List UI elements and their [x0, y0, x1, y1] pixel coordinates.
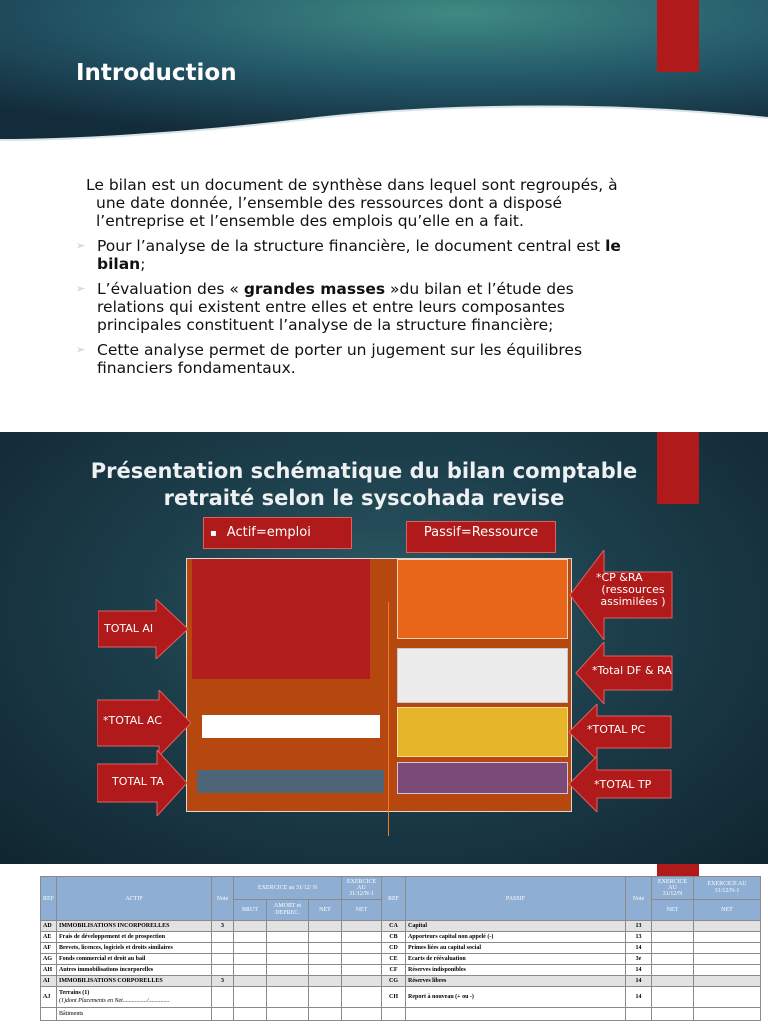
- header-line: 31/12/N-1: [349, 891, 374, 897]
- cell: [267, 987, 309, 1008]
- bullet-text: L’évaluation des «: [97, 280, 244, 298]
- cell: [694, 976, 761, 987]
- row-ref: CF: [382, 965, 406, 976]
- header-line: EXERCICE: [657, 879, 688, 885]
- row-label: Report à nouveau (+ ou -): [406, 987, 626, 1008]
- column-header: [694, 877, 761, 900]
- arrow-bullet-icon: ➢: [76, 239, 86, 252]
- row-note: 3: [212, 921, 234, 932]
- row-ref: AI: [41, 976, 57, 987]
- column-header: NET: [652, 900, 694, 921]
- column-header: NET: [342, 900, 382, 921]
- row-label: Brevets, licences, logiciels et droits similaires: [57, 943, 212, 954]
- capitaux-propres-block: [397, 559, 568, 639]
- column-header: [267, 900, 309, 921]
- header-line: EXERCICE AU: [707, 881, 747, 887]
- introduction-text: [76, 176, 636, 384]
- page-title: Introduction: [76, 60, 237, 86]
- arrow-bullet-icon: ➢: [76, 282, 86, 295]
- row-label: [57, 987, 212, 1008]
- header-line: DEPREC.: [275, 910, 300, 916]
- row-label: Primes liées au capital social: [406, 943, 626, 954]
- cell: [234, 921, 267, 932]
- cell: [342, 987, 382, 1008]
- row-label: Ecarts de réévaluation: [406, 954, 626, 965]
- slide-schematic-balance: [0, 432, 768, 864]
- cell: [694, 921, 761, 932]
- row-label: Bâtiments: [57, 1008, 212, 1021]
- column-header: REF: [382, 877, 406, 921]
- cell: [694, 965, 761, 976]
- arrow-bullet-icon: ➢: [76, 343, 86, 356]
- cell: [652, 965, 694, 976]
- row-ref: AH: [41, 965, 57, 976]
- row-ref: AF: [41, 943, 57, 954]
- column-header: PASSIF: [406, 877, 626, 921]
- row-note: 14: [626, 976, 652, 987]
- row-note: 14: [626, 943, 652, 954]
- row-note: [626, 1008, 652, 1021]
- bullet-text: Cette analyse permet de porter un jugement sur les équilibres financiers fondamentaux.: [97, 341, 583, 377]
- cell: [342, 965, 382, 976]
- slide-title-line: retraité selon le syscohada revise: [163, 486, 565, 510]
- cell: [309, 954, 342, 965]
- header-line: AU: [668, 885, 677, 891]
- row-note: 14: [626, 965, 652, 976]
- row-note: [212, 932, 234, 943]
- column-header: NET: [694, 900, 761, 921]
- cell: [267, 1008, 309, 1021]
- cell: [234, 976, 267, 987]
- row-ref: [41, 1008, 57, 1021]
- column-header: NET: [309, 900, 342, 921]
- cell: [342, 921, 382, 932]
- cell: [694, 987, 761, 1008]
- row-label: Autres immobilisations incorporelles: [57, 965, 212, 976]
- total-df-label: *Total DF & RA: [592, 664, 672, 677]
- cell: [234, 932, 267, 943]
- total-cp-label: [594, 572, 672, 608]
- header-line: 31/12/N: [662, 891, 683, 897]
- cell: [652, 1008, 694, 1021]
- total-ai-label: TOTAL AI: [104, 622, 154, 635]
- row-ref: [382, 1008, 406, 1021]
- decorative-red-bar: [657, 0, 699, 72]
- slide-title-line: Présentation schématique du bilan comptable: [90, 459, 638, 483]
- cell: [267, 943, 309, 954]
- cell: [309, 1008, 342, 1021]
- row-note: [212, 987, 234, 1008]
- bullet-text: Pour l’analyse de la structure financière, le document central est: [97, 237, 606, 255]
- cell: [267, 932, 309, 943]
- bullet-item: [76, 280, 636, 334]
- cell: [342, 943, 382, 954]
- cell: [267, 954, 309, 965]
- cell: [267, 921, 309, 932]
- cell: [694, 954, 761, 965]
- column-header: EXERCICE au 31/12/ N: [234, 877, 342, 900]
- column-header: [342, 877, 382, 900]
- row-note: 14: [626, 987, 652, 1008]
- actif-immobilise-block: [192, 559, 370, 679]
- tresorerie-actif-block: [197, 770, 384, 793]
- bullet-text: ;: [140, 255, 146, 273]
- header-line: 31/12/N-1: [714, 888, 740, 894]
- row-note: 3: [212, 976, 234, 987]
- intro-paragraph: Le bilan est un document de synthèse dans lequel sont regroupés, à une date donnée, l’ensemble des ressources dont a disposé l’entreprise et l’ensemble des emplois qu’elle en a fait.: [86, 176, 618, 230]
- total-tp-label: *TOTAL TP: [594, 778, 652, 791]
- row-note: [212, 954, 234, 965]
- table-row: [41, 976, 761, 987]
- total-cp-line: (ressources: [601, 583, 665, 596]
- cell: [234, 954, 267, 965]
- row-ref: AJ: [41, 987, 57, 1008]
- header-line: AU: [357, 885, 366, 891]
- row-ref: AD: [41, 921, 57, 932]
- table-row: [41, 943, 761, 954]
- actif-header-box: [203, 517, 352, 549]
- row-ref: CA: [382, 921, 406, 932]
- passif-circulant-block: [397, 707, 568, 757]
- bullet-text-bold: le bilan: [97, 237, 621, 273]
- table-row: [41, 987, 761, 1008]
- frame-divider: [388, 602, 389, 836]
- row-label: Frais de développement et de prospection: [57, 932, 212, 943]
- row-ref: CH: [382, 987, 406, 1008]
- bullet-item: [76, 237, 636, 273]
- cell: [309, 943, 342, 954]
- slide-title: [30, 458, 698, 512]
- row-ref: CE: [382, 954, 406, 965]
- cell: [652, 954, 694, 965]
- table-row: [41, 965, 761, 976]
- row-note: 13: [626, 932, 652, 943]
- cell: [652, 921, 694, 932]
- row-ref: CG: [382, 976, 406, 987]
- row-label: Réserves libres: [406, 976, 626, 987]
- header-line: EXERCICE: [346, 879, 377, 885]
- header-line: AMORT et: [273, 903, 302, 909]
- column-header: Note: [626, 877, 652, 921]
- cell: [694, 1008, 761, 1021]
- passif-header-box: [406, 521, 556, 553]
- cell: [309, 987, 342, 1008]
- row-label-line: Terrains (1): [59, 990, 90, 996]
- cell: [342, 932, 382, 943]
- row-note: 3e: [626, 954, 652, 965]
- square-bullet-icon: ▪: [210, 528, 217, 539]
- row-label: Réserves indisponibles: [406, 965, 626, 976]
- table-body: [41, 921, 761, 987]
- cell: [267, 965, 309, 976]
- slide-balance-table: [0, 864, 768, 1024]
- total-ta-label: TOTAL TA: [112, 775, 164, 788]
- table-row: [41, 921, 761, 932]
- row-label: [406, 1008, 626, 1021]
- cell: [234, 965, 267, 976]
- row-label: Capital: [406, 921, 626, 932]
- total-ac-label: *TOTAL AC: [103, 714, 162, 727]
- cell: [267, 976, 309, 987]
- cell: [652, 976, 694, 987]
- cell: [234, 1008, 267, 1021]
- column-header: [652, 877, 694, 900]
- cell: [652, 932, 694, 943]
- cell: [309, 965, 342, 976]
- column-header: REF: [41, 877, 57, 921]
- cell: [694, 943, 761, 954]
- table-row: [41, 954, 761, 965]
- cell: [342, 954, 382, 965]
- passif-label: Passif=Ressource: [423, 525, 539, 540]
- dettes-financieres-block: [397, 648, 568, 703]
- column-header: Note: [212, 877, 234, 921]
- cell: [342, 976, 382, 987]
- table-row: [41, 1008, 761, 1021]
- row-note: 13: [626, 921, 652, 932]
- cell: [652, 943, 694, 954]
- column-header: ACTIF: [57, 877, 212, 921]
- table-row: [41, 932, 761, 943]
- row-ref: CD: [382, 943, 406, 954]
- row-label: Fonds commercial et droit au bail: [57, 954, 212, 965]
- row-note: [212, 943, 234, 954]
- bullet-text: »du bilan et l’étude des relations qui existent entre elles et entre leurs composantes principales constituent l’analyse de la structure financière;: [97, 280, 574, 334]
- row-label: Apporteurs capital non appelé (-): [406, 932, 626, 943]
- total-pc-label: *TOTAL PC: [587, 723, 646, 736]
- cell: [309, 921, 342, 932]
- row-ref: AG: [41, 954, 57, 965]
- row-ref: CB: [382, 932, 406, 943]
- row-note: [212, 965, 234, 976]
- bullet-text-bold: grandes masses: [243, 280, 386, 298]
- slide-introduction: [0, 0, 768, 432]
- cell: [234, 943, 267, 954]
- cell: [234, 987, 267, 1008]
- cell: [342, 1008, 382, 1021]
- actif-circulant-block: [202, 715, 380, 738]
- total-cp-line: assimilées ): [600, 595, 666, 608]
- row-label: IMMOBILISATIONS CORPORELLES: [57, 976, 212, 987]
- cell: [694, 932, 761, 943]
- column-header: BRUT: [234, 900, 267, 921]
- row-label: IMMOBILISATIONS INCORPORELLES: [57, 921, 212, 932]
- balance-sheet-table: [40, 876, 761, 1021]
- actif-label: Actif=emploi: [226, 525, 311, 540]
- tresorerie-passif-block: [397, 762, 568, 794]
- cell: [309, 932, 342, 943]
- bullet-item: [76, 341, 636, 377]
- row-note: [212, 1008, 234, 1021]
- row-label-line: (1)dont Placements en Net................/..............: [59, 998, 170, 1004]
- total-cp-line: *CP &RA: [596, 571, 643, 584]
- cell: [652, 987, 694, 1008]
- cell: [309, 976, 342, 987]
- row-ref: AE: [41, 932, 57, 943]
